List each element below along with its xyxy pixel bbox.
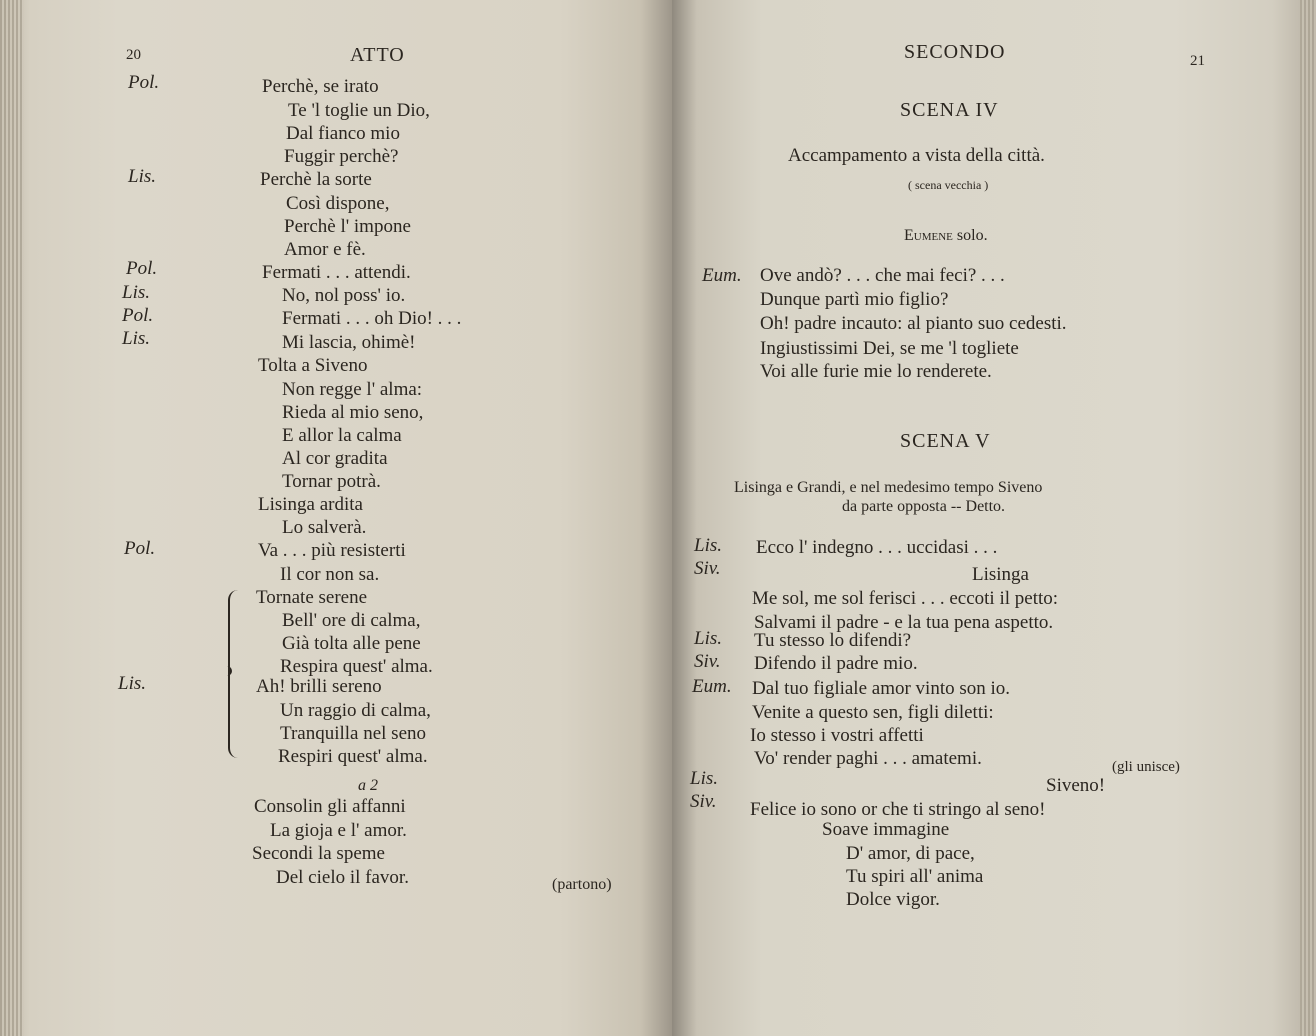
verse-line: Respiri quest' alma. [278,746,428,767]
speaker-label: Pol. [128,72,160,93]
scene-setting: Accampamento a vista della città. [788,145,1045,166]
page-number-left: 20 [126,47,141,63]
verse-line: Un raggio di calma, [280,700,431,721]
speaker-label: Lis. [122,328,150,349]
verse-line: Difendo il padre mio. [754,653,918,674]
scene-cast: Eumene solo. [904,227,988,244]
verse-line: Lisinga ardita [258,494,363,515]
verse-line: Del cielo il favor. [276,867,409,888]
verse-line: Vo' render paghi . . . amatemi. [754,748,982,769]
verse-line: E allor la calma [282,425,402,446]
verse-line: Bell' ore di calma, [282,610,421,631]
verse-line: La gioja e l' amor. [270,820,407,841]
verse-line: Va . . . più resisterti [258,540,406,561]
verse-line: Tornar potrà. [282,471,381,492]
scene-title: SCENA V [900,430,991,452]
speaker-label: Pol. [124,538,156,559]
verse-line: Secondi la speme [252,843,385,864]
speaker-label: Siv. [694,651,721,672]
verse-line: Voi alle furie mie lo renderete. [760,361,992,382]
speaker-label: Eum. [692,676,732,697]
verse-line: Ah! brilli sereno [256,676,382,697]
scene-cast: Lisinga e Grandi, e nel medesimo tempo Siveno [734,479,1043,496]
verse-line: Tu stesso lo difendi? [754,630,912,651]
verse-line: Siveno! [1046,775,1106,796]
speaker-label: Pol. [122,305,154,326]
speaker-label: Siv. [690,791,717,812]
verse-line: Dunque partì mio figlio? [760,289,949,310]
verse-line: Mi lascia, ohimè! [282,332,416,353]
stage-direction: (partono) [552,876,612,893]
verse-line: Tolta a Siveno [258,355,368,376]
verse-line: Lisinga [972,564,1029,585]
scene-note: ( scena vecchia ) [908,178,989,192]
verse-line: Venite a questo sen, figli diletti: [752,702,994,723]
speaker-label: Siv. [694,558,721,579]
speaker-label: Lis. [118,673,146,694]
verse-line: No, nol poss' io. [282,285,406,306]
speaker-label: Lis. [690,768,718,789]
verse-line: Tranquilla nel seno [280,723,427,744]
verse-line: Così dispone, [286,193,390,214]
verse-line: Io stesso i vostri affetti [750,725,924,746]
verse-line: Consolin gli affanni [254,796,406,817]
verse-line: Perchè la sorte [260,169,372,190]
verse-line: Respira quest' alma. [280,656,433,677]
verse-line: Tornate serene [256,587,368,608]
verse-line: Ingiustissimi Dei, se me 'l togliete [760,338,1019,359]
verse-line: Soave immagine [822,819,950,840]
running-header-left: ATTO [350,44,405,66]
verse-line: Fuggir perchè? [284,146,399,167]
verse-line: Perchè l' impone [284,216,411,237]
verse-line: Salvami il padre - e la tua pena aspetto. [754,612,1054,633]
verse-line: Dal fianco mio [286,123,400,144]
speaker-label: Lis. [694,628,722,649]
running-header-right: SECONDO [904,41,1006,63]
speaker-label: Lis. [694,535,722,556]
verse-line: Fermati . . . attendi. [262,262,411,283]
verse-line: Ove andò? . . . che mai feci? . . . [760,265,1005,286]
speaker-label: Lis. [122,282,150,303]
verse-line: Amor e fè. [284,239,366,260]
verse-line: Lo salverà. [282,517,367,538]
verse-line: Non regge l' alma: [282,379,423,400]
page-number-right: 21 [1190,53,1205,69]
verse-line: Felice io sono or che ti stringo al seno! [750,799,1046,820]
stage-direction: (gli unisce) [1112,759,1180,775]
duet-brace-point [222,666,232,676]
verse-line: D' amor, di pace, [846,843,975,864]
speaker-label: Lis. [128,166,156,187]
verse-line: Perchè, se irato [262,76,379,97]
speaker-label: Pol. [126,258,158,279]
verse-line: Dolce vigor. [846,889,940,910]
verse-line: Oh! padre incauto: al pianto suo cedesti. [760,313,1067,334]
verse-line: Tu spiri all' anima [846,866,984,887]
speaker-label: Eum. [702,265,742,286]
verse-line: Me sol, me sol ferisci . . . eccoti il petto: [752,588,1059,609]
a-due-marker: a 2 [358,777,378,794]
verse-line: Fermati . . . oh Dio! . . . [282,308,462,329]
right-page [672,0,1316,1036]
verse-line: Rieda al mio seno, [282,402,424,423]
verse-line: Al cor gradita [282,448,388,469]
verse-line: Te 'l toglie un Dio, [288,100,430,121]
verse-line: Ecco l' indegno . . . uccidasi . . . [756,537,998,558]
scene-cast: da parte opposta -- Detto. [842,498,1006,515]
verse-line: Il cor non sa. [280,564,380,585]
scene-title: SCENA IV [900,99,999,121]
verse-line: Già tolta alle pene [282,633,421,654]
verse-line: Dal tuo figliale amor vinto son io. [752,678,1011,699]
